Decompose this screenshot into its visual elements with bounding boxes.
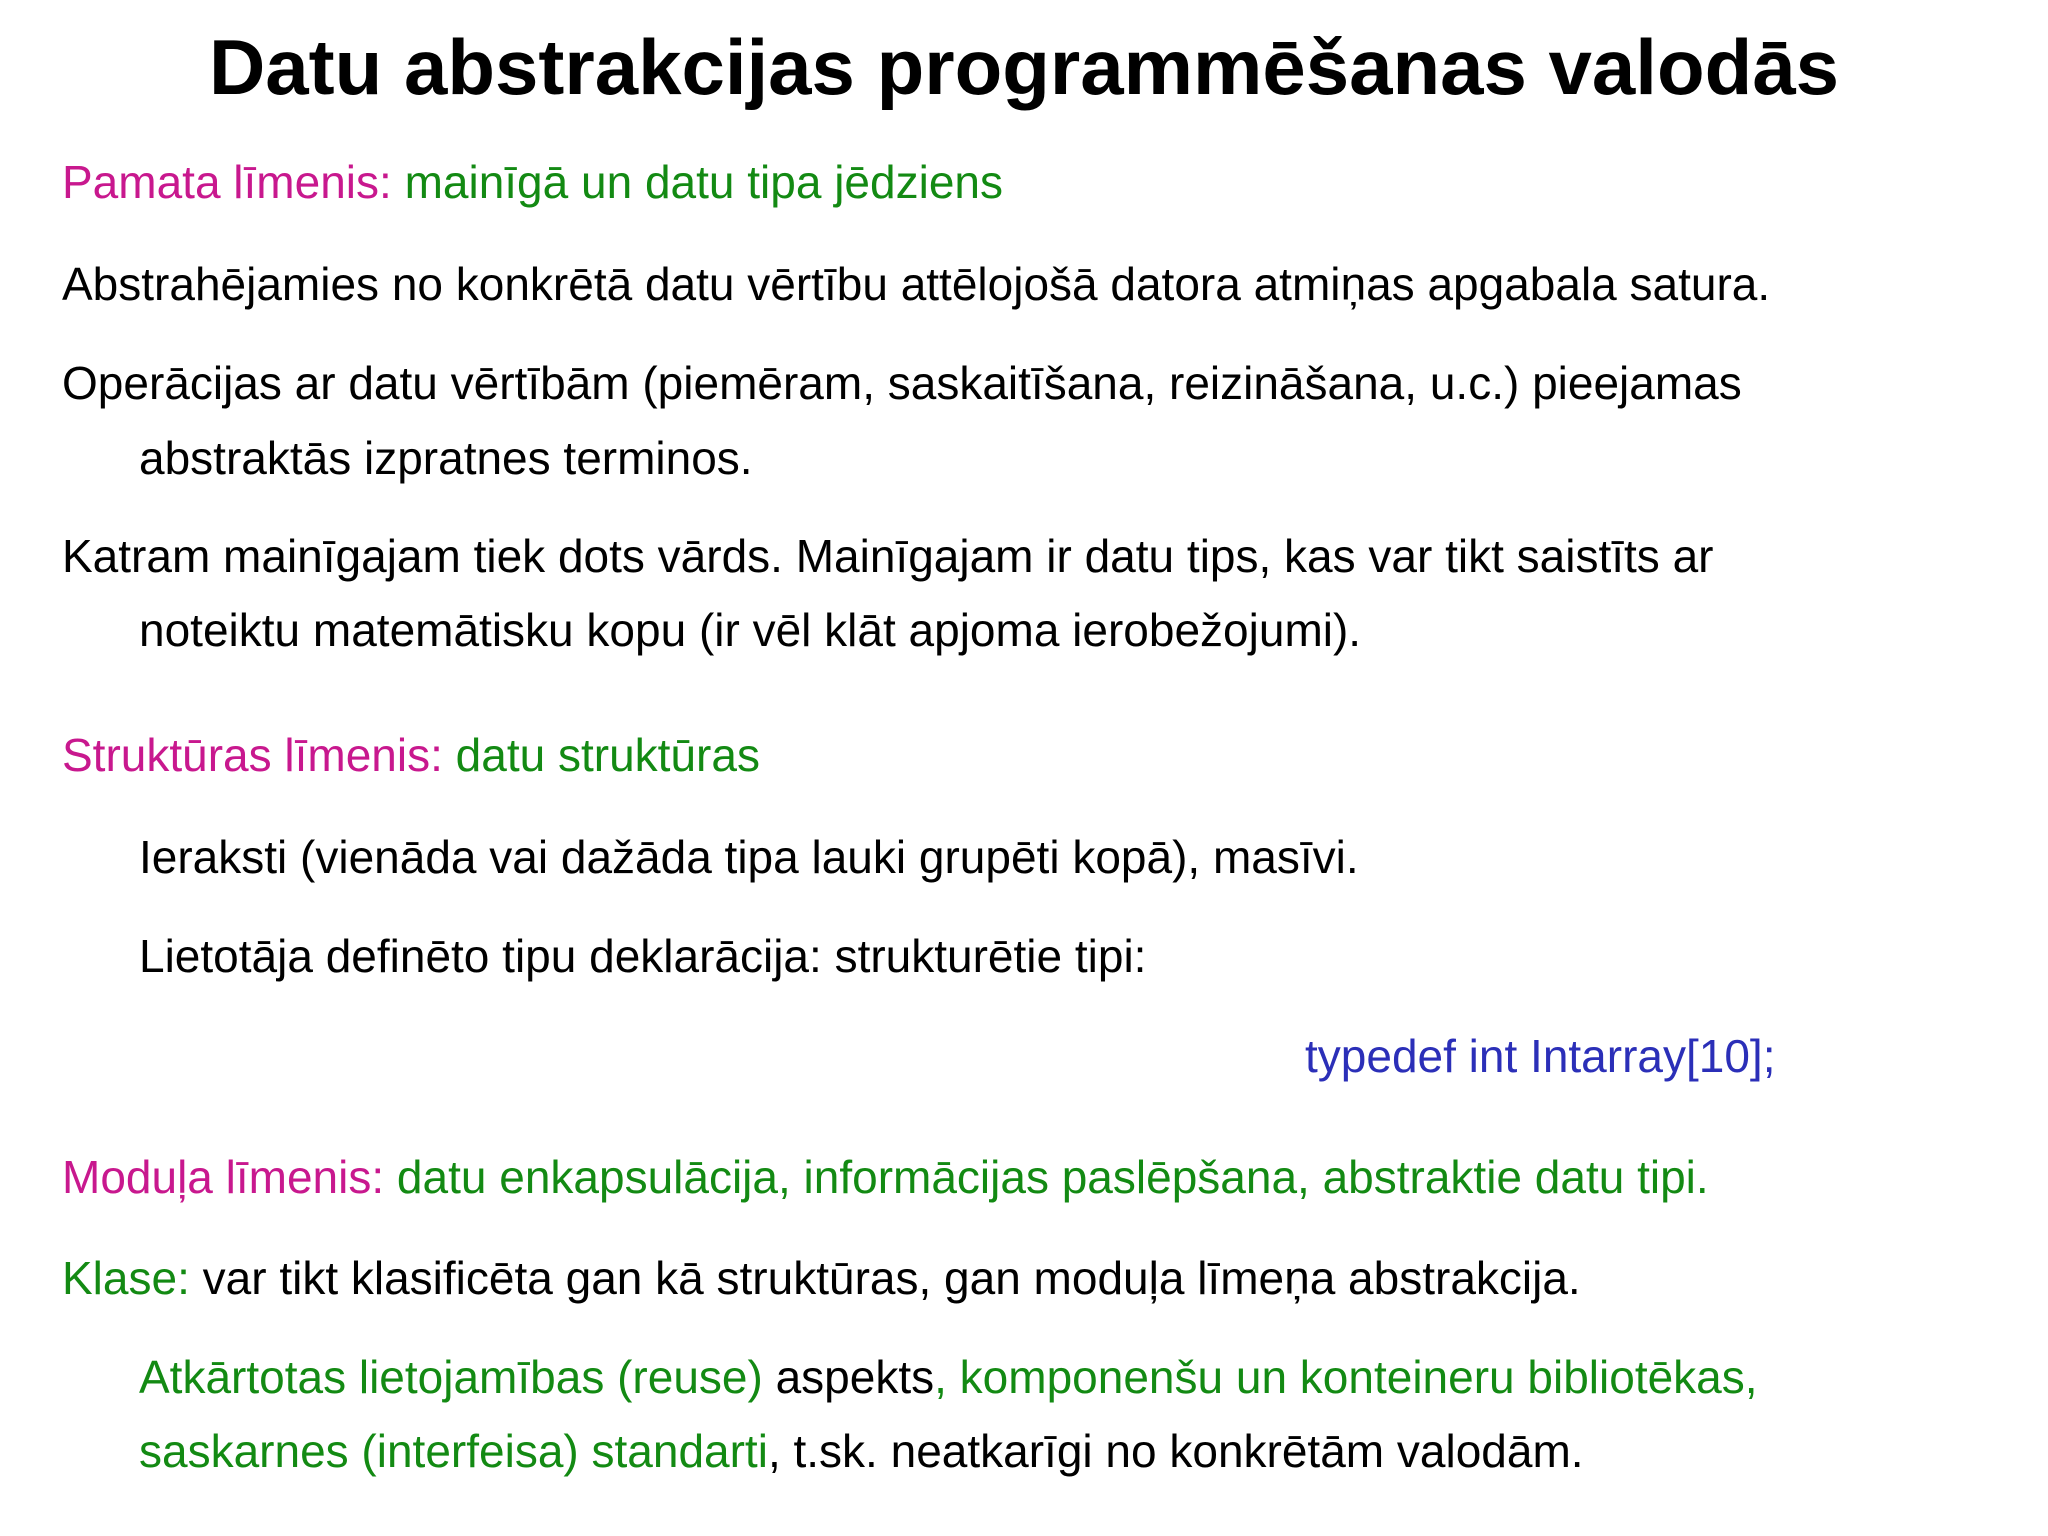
klase-text: var tikt klasificēta gan kā struktūras, gan moduļa līmeņa abstrakcija. (189, 1252, 1581, 1304)
basic-paragraph-2-line-1: Operācijas ar datu vērtībām (piemēram, saskaitīšana, reizināšana, u.c.) pieejamas (62, 357, 1742, 409)
interface-standards-phrase: saskarnes (interfeisa) standarti (139, 1425, 768, 1477)
libraries-phrase: , komponenšu un konteineru bibliotēkas, (934, 1351, 1758, 1403)
structure-topic: datu struktūras (442, 729, 760, 781)
aspects-word: aspekts (762, 1351, 935, 1403)
basic-paragraph-3-line-1: Katram mainīgajam tiek dots vārds. Mainīgajam ir datu tips, kas var tikt saistīts ar (62, 530, 1714, 582)
klase-line (62, 1250, 1581, 1306)
slide-title: Datu abstrakcijas programmēšanas valodās (208, 23, 1840, 111)
structure-paragraph-2: Lietotāja definēto tipu deklarācija: strukturētie tipi: (139, 930, 1147, 982)
reuse-phrase: Atkārtotas lietojamības (reuse) (139, 1351, 763, 1403)
module-label: Moduļa līmenis: (62, 1151, 385, 1203)
basic-topic: mainīgā un datu tipa jēdziens (391, 156, 1003, 208)
structure-heading (62, 727, 760, 783)
basic-paragraph-2-line-2: abstraktās izpratnes terminos. (139, 432, 753, 484)
basic-label: Pamata līmenis: (62, 156, 392, 208)
structure-paragraph-1: Ieraksti (vienāda vai dažāda tipa lauki grupēti kopā), masīvi. (139, 831, 1359, 883)
basic-heading (62, 154, 1003, 210)
basic-paragraph-3-line-2: noteiktu matemātisku kopu (ir vēl klāt apjoma ierobežojumi). (139, 604, 1362, 656)
reuse-line-1 (139, 1349, 1758, 1405)
basic-paragraph-1: Abstrahējamies no konkrētā datu vērtību attēlojošā datora atmiņas apgabala satura. (62, 258, 1771, 310)
reuse-line-2 (139, 1423, 1584, 1479)
code-snippet: typedef int Intarray[10]; (1305, 1030, 1776, 1082)
language-independence-phrase: , t.sk. neatkarīgi no konkrētām valodām. (767, 1425, 1584, 1477)
structure-label: Struktūras līmenis: (62, 729, 443, 781)
klase-label: Klase: (62, 1252, 190, 1304)
module-heading (62, 1149, 1709, 1205)
module-topic: datu enkapsulācija, informācijas paslēpšana, abstraktie datu tipi. (384, 1151, 1709, 1203)
